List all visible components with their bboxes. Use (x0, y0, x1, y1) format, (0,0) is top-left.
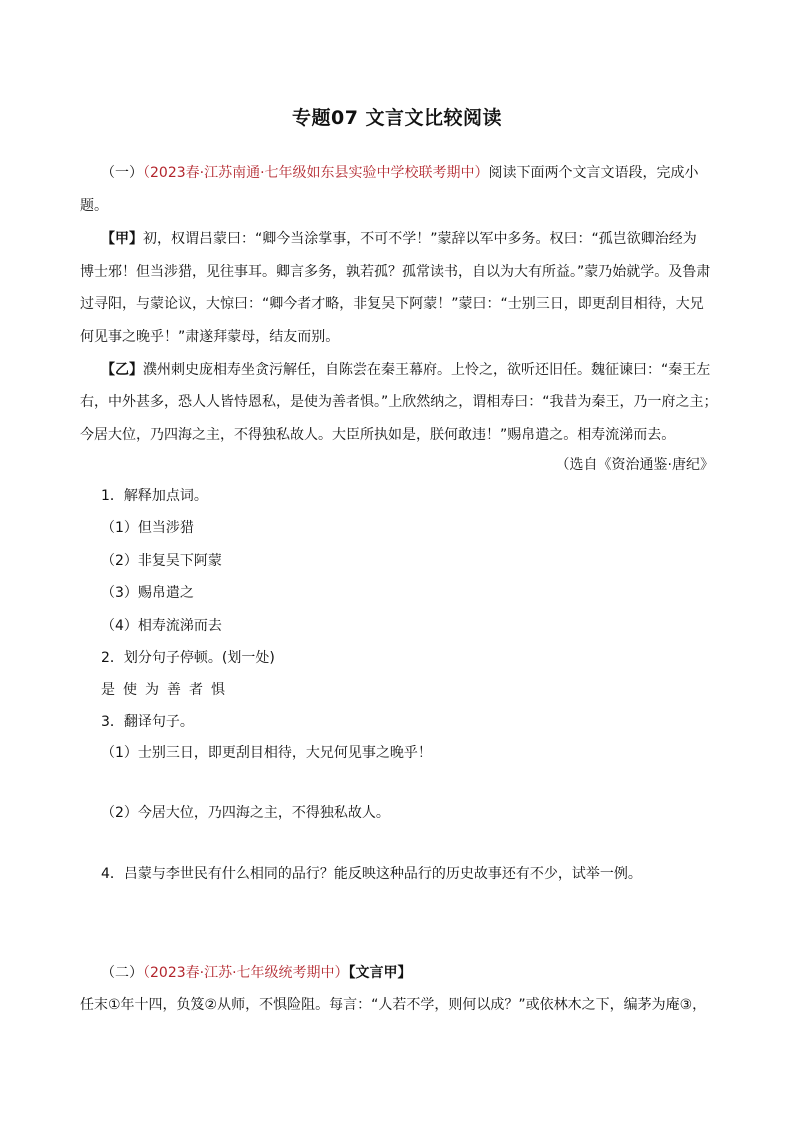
passage-yi-text1: 濮州刺史庞相寿坐贪污解任，自陈尝在秦王幕府。上怜之，欲听还旧任。魏征谏曰：“秦王左 (143, 362, 711, 378)
question-3-heading: 3．翻译句子。 (101, 714, 194, 730)
section1-header (101, 165, 699, 181)
section1-intro-cont: 题。 (80, 198, 108, 214)
question-2-sentence: 是使为善者惧 (101, 682, 233, 698)
question-2-heading: 2．划分句子停顿。(划一处) (101, 650, 275, 666)
passage-jia-line3: 过寻阳，与蒙论议，大惊曰：“卿今者才略，非复吴下阿蒙！”蒙曰：“士别三日，即更刮目相待，大兄 (80, 296, 704, 312)
section1-number: （一） (101, 165, 143, 181)
passage-yi-label: 【乙】 (101, 362, 143, 378)
passage-jia-line1 (101, 231, 697, 247)
passage-jia-text1: 初，权谓吕蒙曰：“卿今当涂掌事，不可不学！”蒙辞以军中多务。权曰：“孤岂欲卿治经为 (143, 231, 697, 247)
passage-jia-label: 【甲】 (101, 231, 143, 247)
passage-yi-source: （选自《资治通鉴·唐纪》 (555, 457, 714, 473)
passage-jia-line2: 博士邪！但当涉猎，见往事耳。卿言多务，孰若孤？孤常读书，自以为大有所益。”蒙乃始就学。及鲁肃 (80, 264, 711, 280)
section1-intro: 阅读下面两个文言文语段，完成小 (488, 165, 699, 181)
passage-yi-line2: 右，中外甚多，恐人人皆恃恩私，是使为善者惧。”上欣然纳之，谓相寿曰：“我昔为秦王，乃一府之主； (80, 394, 718, 410)
question-4: 4．吕蒙与李世民有什么相同的品行？能反映这种品行的历史故事还有不少，试举一例。 (101, 866, 642, 882)
section2-label: 【文言甲】 (348, 965, 412, 981)
section2-header (101, 965, 412, 981)
passage-jia-line4: 何见事之晚乎！”肃遂拜蒙母，结友而别。 (80, 329, 340, 345)
section2-source: （2023春·江苏·七年级统考期中） (143, 965, 349, 981)
question-1-item-2: （2）非复吴下阿蒙 (101, 553, 222, 569)
passage-yi-line3: 今居大位，乃四海之主，不得独私故人。大臣所执如是，朕何敢违！”赐帛遣之。相寿流涕而去。 (80, 427, 676, 443)
question-1-item-3: （3）赐帛遣之 (101, 585, 194, 601)
question-3-item-2: （2）今居大位，乃四海之主，不得独私故人。 (101, 805, 390, 821)
section2-number: （二） (101, 965, 143, 981)
section1-source: （2023春·江苏南通·七年级如东县实验中学校联考期中） (143, 165, 489, 181)
question-3-item-1: （1）士别三日，即更刮目相待，大兄何见事之晚乎！ (101, 745, 432, 761)
question-1-item-1: （1）但当涉猎 (101, 520, 194, 536)
question-1-item-4: （4）相寿流涕而去 (101, 618, 222, 634)
question-1-heading: 1．解释加点词。 (101, 488, 208, 504)
passage-yi-line1 (101, 362, 710, 378)
section2-passage-line1: 任末①年十四，负笈②从师，不惧险阻。每言：“人若不学，则何以成？”或依林木之下，编茅为庵③， (80, 997, 707, 1013)
page-title: 专题07 文言文比较阅读 (291, 107, 503, 129)
